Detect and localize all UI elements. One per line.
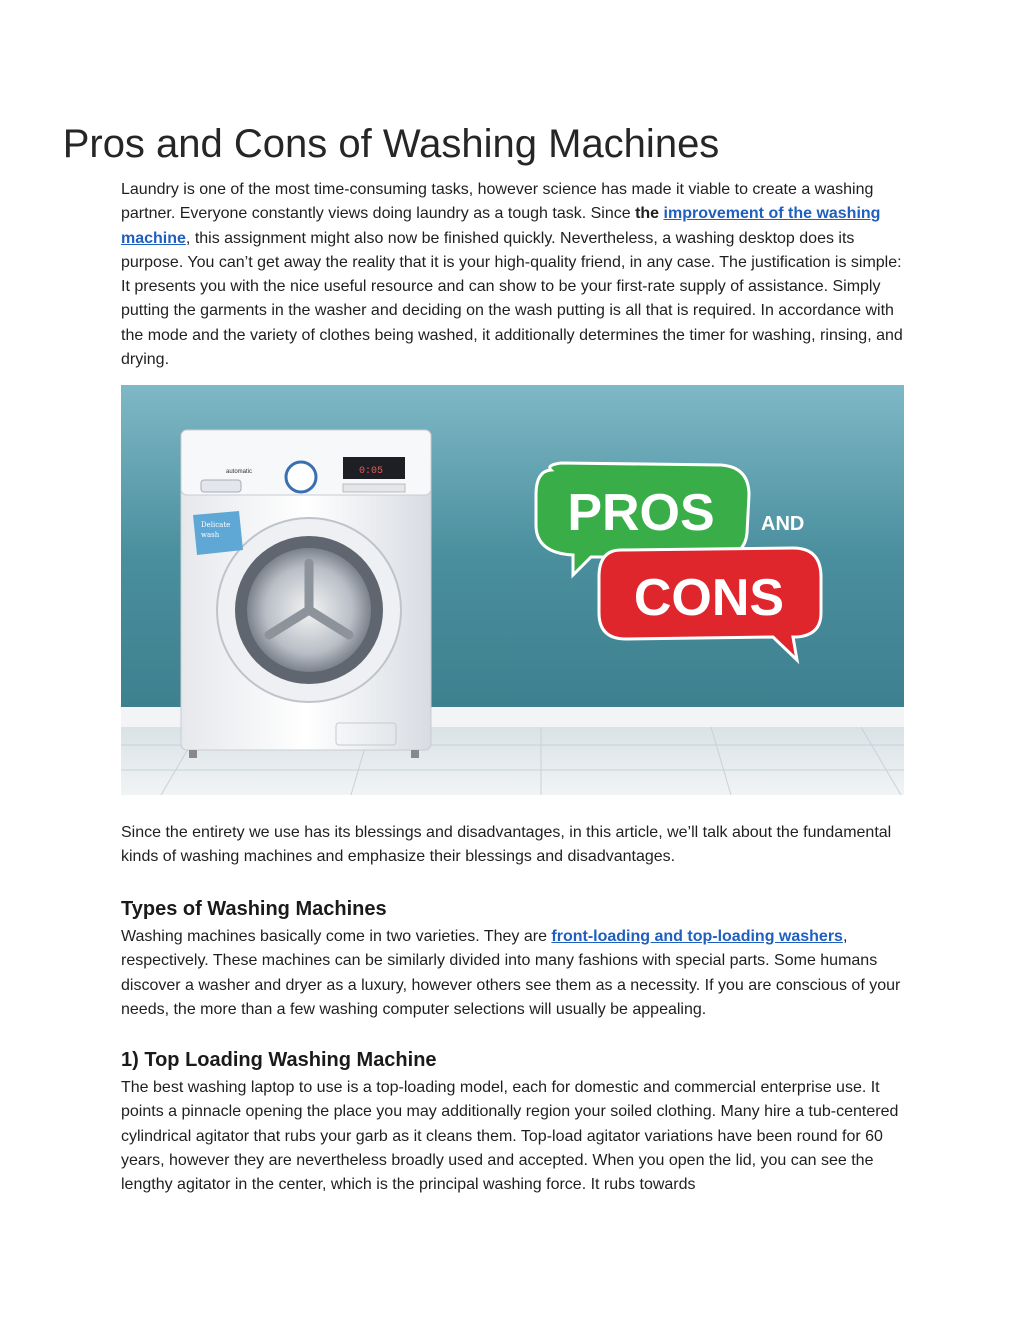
front-top-loading-link[interactable]: front-loading and top-loading washers bbox=[551, 928, 843, 945]
top-loading-heading: 1) Top Loading Washing Machine bbox=[121, 1049, 437, 1071]
types-heading: Types of Washing Machines bbox=[121, 898, 387, 920]
hero-image bbox=[121, 385, 904, 795]
intro-paragraph bbox=[121, 178, 911, 372]
page-title: Pros and Cons of Washing Machines bbox=[62, 122, 720, 166]
washing-machine bbox=[181, 430, 431, 758]
after-image-paragraph: Since the entirety we use has its blessings and disadvantages, in this article, we’ll talk about the fundamental kinds of washing machines and emphasize their blessings and disadvantages. bbox=[121, 824, 892, 866]
improvement-link[interactable]: improvement of the washing machine bbox=[121, 205, 881, 247]
sticker-text: Delicate bbox=[201, 521, 231, 529]
intro-bold-word: the bbox=[635, 205, 660, 223]
display-readout: 0:05 bbox=[359, 466, 384, 477]
intro-text-start: Laundry is one of the most time-consuming tasks, however science has made it viable to create a washing partner. Everyone constantly views doing laundry as a tough task. Since bbox=[121, 181, 874, 223]
intro-text-end: , this assignment might also now be finished quickly. Nevertheless, a washing desktop does its purpose. You can’t get away the reality that it is your high-quality friend, in any case. The justification is simple: It presents you with the nice useful resource and can show to be your first-rate supply of assistance. Simply putting the garments in the washer and deciding on the wash putting is all that is required. In accordance with the mode and the variety of clothes being washed, it additionally determines the timer for washing, rinsing, and drying. bbox=[121, 229, 903, 369]
top-loading-paragraph: The best washing laptop to use is a top-loading model, each for domestic and commercial enterprise use. It points a pinnacle opening the place you may additionally region your soiled clothing. Many hire a tub-centered cylindrical agitator that rubs your garb as it cleans them. Top-load agitator variations have been round for 60 years, however they are nevertheless broadly used and accepted. When you open the lid, you can see the lengthy agitator in the center, which is the principal washing force. It rubs towards bbox=[121, 1079, 899, 1194]
cons-label: CONS bbox=[633, 569, 785, 627]
types-text-start: Washing machines basically come in two varieties. They are bbox=[121, 928, 552, 945]
types-paragraph bbox=[121, 925, 911, 1022]
types-text-end: , respectively. These machines can be similarly divided into many fashions with special parts. Some humans discover a washer and dryer as a luxury, however others see them as a necessity. If you are conscious of your needs, the more than a few washing computer selections will usually be appealing. bbox=[121, 928, 901, 1018]
pros-cons-illustration bbox=[121, 385, 904, 795]
svg-text:wash: wash bbox=[201, 531, 220, 539]
brand-label: automatic bbox=[226, 469, 253, 475]
program-dial bbox=[286, 462, 316, 492]
and-label: AND bbox=[761, 513, 805, 535]
pros-label: PROS bbox=[567, 484, 715, 542]
